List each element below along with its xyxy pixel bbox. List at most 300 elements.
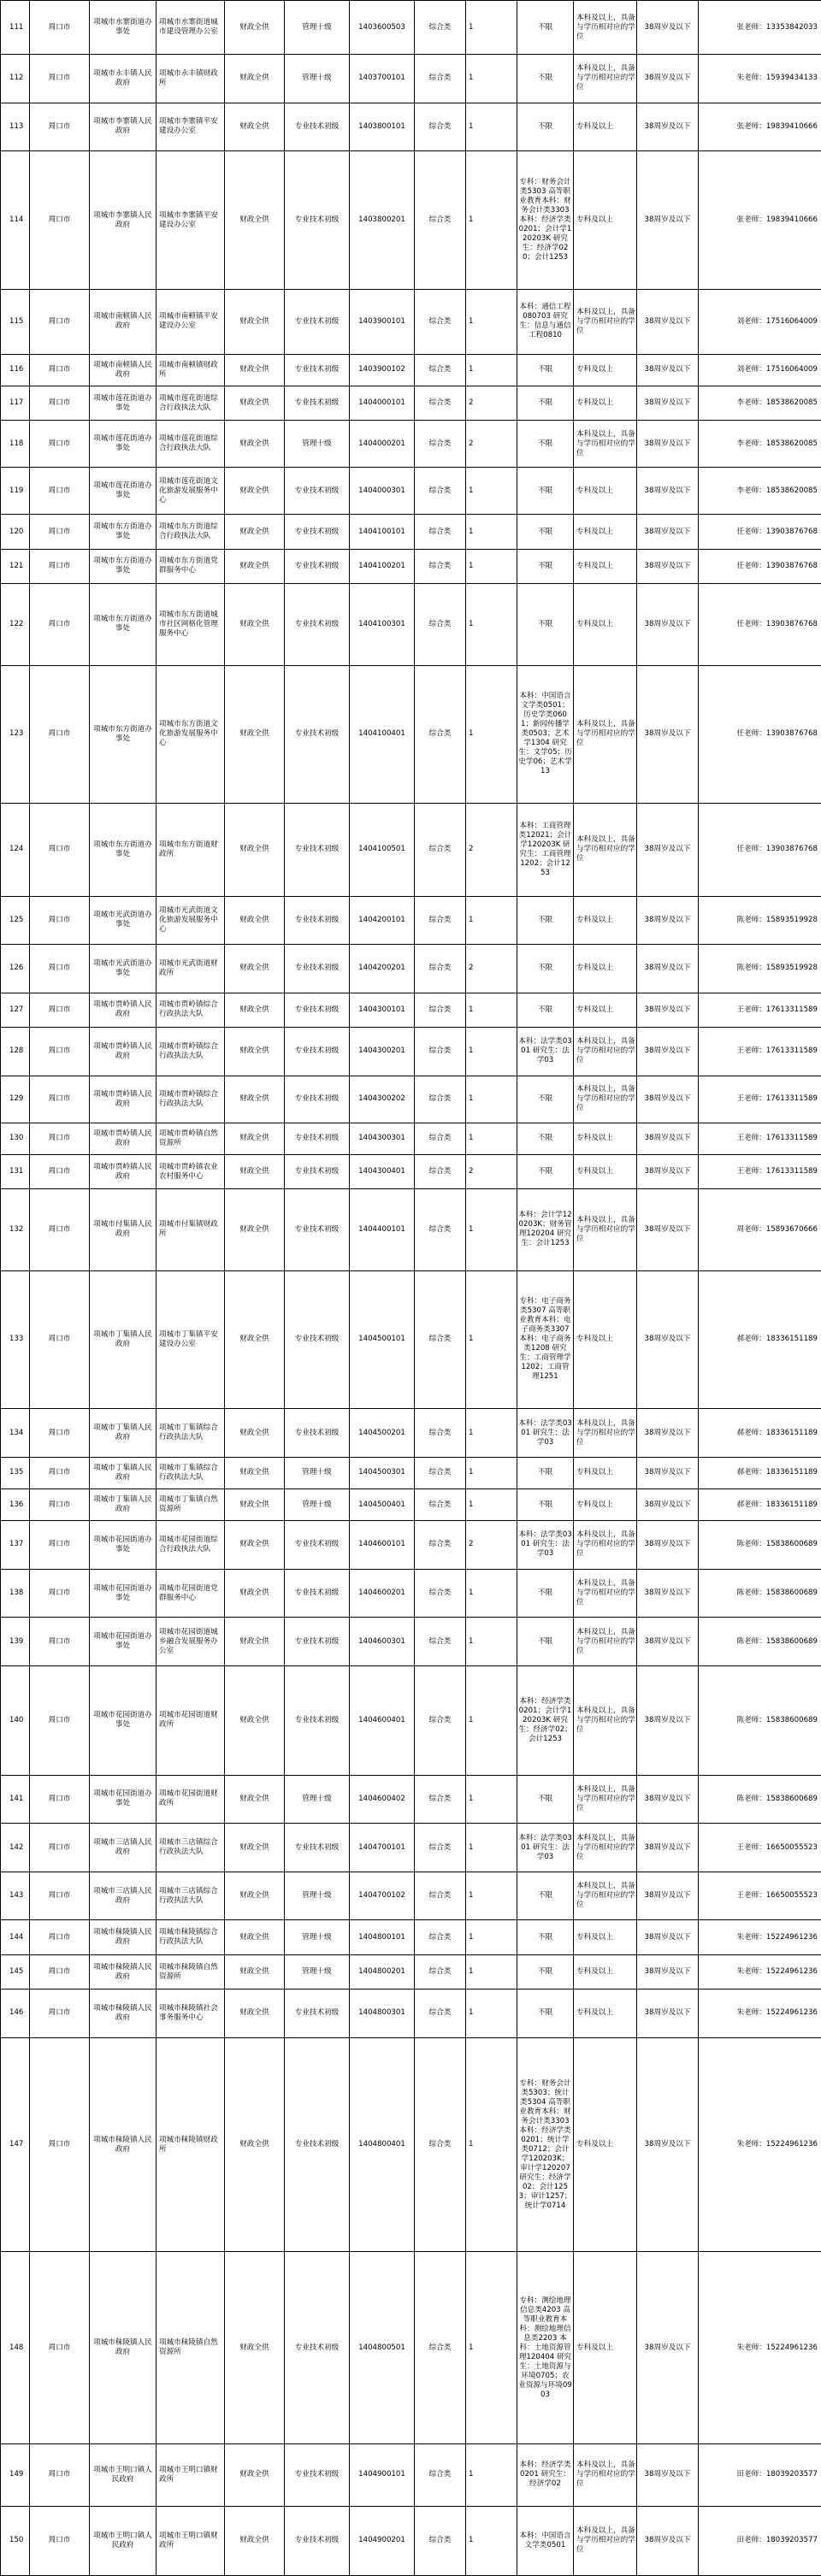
unit-cell: 项城市秣陵镇人民政府 [90, 1920, 157, 1954]
position-category-cell: 专业技术初级 [285, 2252, 350, 2444]
city-cell: 周口市 [30, 1123, 90, 1154]
department-cell: 项城市花园街道财政所 [157, 1775, 225, 1824]
position-category-cell: 专业技术初级 [285, 2037, 350, 2252]
seq-cell: 114 [1, 151, 30, 290]
age-cell: 38周岁及以下 [637, 1618, 699, 1666]
headcount-cell: 1 [466, 1076, 517, 1123]
unit-cell: 项城市光武街道办事处 [90, 945, 157, 993]
funding-cell: 财政全供 [225, 549, 285, 583]
contact-cell: 张老师：13353842033 [699, 1, 821, 55]
exam-type-cell: 综合类 [415, 103, 466, 151]
exam-type-cell: 综合类 [415, 2506, 466, 2575]
unit-cell: 项城市水寨街道办事处 [90, 1, 157, 55]
funding-cell: 财政全供 [225, 993, 285, 1027]
headcount-cell: 1 [466, 1409, 517, 1458]
position-code-cell: 1404000101 [350, 386, 415, 421]
position-category-cell: 专业技术初级 [285, 354, 350, 386]
major-cell: 不限 [517, 1989, 574, 2038]
unit-cell: 项城市王明口镇人民政府 [90, 2506, 157, 2575]
funding-cell: 财政全供 [225, 584, 285, 665]
unit-cell: 项城市光武街道办事处 [90, 896, 157, 945]
exam-type-cell: 综合类 [415, 1270, 466, 1409]
education-cell: 本科及以上，具备与学历相对应的学位 [574, 1521, 637, 1570]
seq-cell: 116 [1, 354, 30, 386]
age-cell: 38周岁及以下 [637, 1775, 699, 1824]
major-cell: 不限 [517, 1076, 574, 1123]
education-cell: 专科及以上 [574, 993, 637, 1027]
table-row [1, 1, 821, 55]
age-cell: 38周岁及以下 [637, 584, 699, 665]
education-cell: 专科及以上 [574, 2252, 637, 2444]
city-cell: 周口市 [30, 584, 90, 665]
headcount-cell: 1 [466, 151, 517, 290]
education-cell: 专科及以上 [574, 549, 637, 583]
funding-cell: 财政全供 [225, 515, 285, 549]
age-cell: 38周岁及以下 [637, 354, 699, 386]
unit-cell: 项城市莲花街道办事处 [90, 468, 157, 515]
contact-cell: 任老师：13903876768 [699, 804, 821, 896]
position-code-cell: 1404200101 [350, 896, 415, 945]
education-cell: 专科及以上 [574, 1457, 637, 1488]
age-cell: 38周岁及以下 [637, 1457, 699, 1488]
position-code-cell: 1404300401 [350, 1154, 415, 1188]
exam-type-cell: 综合类 [415, 993, 466, 1027]
major-cell: 本科：会计学120203K；财务管理120204 研究生：会计1253 [517, 1189, 574, 1270]
table-row [1, 2444, 821, 2507]
exam-type-cell: 综合类 [415, 1457, 466, 1488]
education-cell: 本科及以上，具备与学历相对应的学位 [574, 1665, 637, 1775]
position-code-cell: 1404600401 [350, 1665, 415, 1775]
headcount-cell: 1 [466, 1123, 517, 1154]
position-category-cell: 专业技术初级 [285, 151, 350, 290]
age-cell: 38周岁及以下 [637, 386, 699, 421]
table-row [1, 804, 821, 896]
exam-type-cell: 综合类 [415, 1665, 466, 1775]
unit-cell: 项城市南顿镇人民政府 [90, 289, 157, 354]
seq-cell: 146 [1, 1989, 30, 2038]
city-cell: 周口市 [30, 993, 90, 1027]
position-code-cell: 1404300101 [350, 993, 415, 1027]
contact-cell: 周老师：15893670666 [699, 1189, 821, 1270]
exam-type-cell: 综合类 [415, 1409, 466, 1458]
headcount-cell: 1 [466, 2037, 517, 2252]
contact-cell: 任老师：13903876768 [699, 665, 821, 804]
contact-cell: 任老师：13903876768 [699, 515, 821, 549]
headcount-cell: 2 [466, 386, 517, 421]
age-cell: 38周岁及以下 [637, 1189, 699, 1270]
contact-cell: 陈老师：15838600689 [699, 1521, 821, 1570]
funding-cell: 财政全供 [225, 468, 285, 515]
contact-cell: 王老师：16650055523 [699, 1872, 821, 1920]
age-cell: 38周岁及以下 [637, 421, 699, 468]
city-cell: 周口市 [30, 1409, 90, 1458]
headcount-cell: 1 [466, 1775, 517, 1824]
table-row [1, 896, 821, 945]
department-cell: 项城市永丰镇财政所 [157, 55, 225, 103]
exam-type-cell: 综合类 [415, 549, 466, 583]
position-code-cell: 1404100301 [350, 584, 415, 665]
headcount-cell: 1 [466, 896, 517, 945]
age-cell: 38周岁及以下 [637, 1123, 699, 1154]
exam-type-cell: 综合类 [415, 1, 466, 55]
exam-type-cell: 综合类 [415, 1123, 466, 1154]
unit-cell: 项城市南顿镇人民政府 [90, 354, 157, 386]
funding-cell: 财政全供 [225, 421, 285, 468]
major-cell: 不限 [517, 1775, 574, 1824]
headcount-cell: 1 [466, 1270, 517, 1409]
age-cell: 38周岁及以下 [637, 151, 699, 290]
seq-cell: 120 [1, 515, 30, 549]
position-category-cell: 专业技术初级 [285, 993, 350, 1027]
department-cell: 项城市南顿镇财政所 [157, 354, 225, 386]
seq-cell: 132 [1, 1189, 30, 1270]
seq-cell: 124 [1, 804, 30, 896]
exam-type-cell: 综合类 [415, 2444, 466, 2507]
exam-type-cell: 综合类 [415, 1775, 466, 1824]
position-code-cell: 1404400101 [350, 1189, 415, 1270]
age-cell: 38周岁及以下 [637, 1665, 699, 1775]
table-row [1, 1457, 821, 1488]
funding-cell: 财政全供 [225, 1775, 285, 1824]
city-cell: 周口市 [30, 1618, 90, 1666]
age-cell: 38周岁及以下 [637, 1028, 699, 1076]
position-category-cell: 专业技术初级 [285, 1618, 350, 1666]
headcount-cell: 1 [466, 103, 517, 151]
funding-cell: 财政全供 [225, 2506, 285, 2575]
contact-cell: 王老师：17613311589 [699, 993, 821, 1027]
contact-cell: 王老师：17613311589 [699, 1123, 821, 1154]
unit-cell: 项城市秣陵镇人民政府 [90, 2037, 157, 2252]
major-cell: 本科：经济学类0201 研究生：经济学02 [517, 2444, 574, 2507]
position-code-cell: 1404800301 [350, 1989, 415, 2038]
major-cell: 不限 [517, 1154, 574, 1188]
education-cell: 专科及以上 [574, 1270, 637, 1409]
education-cell: 专科及以上 [574, 1954, 637, 1989]
contact-cell: 朱老师：15939434133 [699, 55, 821, 103]
funding-cell: 财政全供 [225, 2037, 285, 2252]
position-category-cell: 专业技术初级 [285, 2506, 350, 2575]
contact-cell: 刘老师：17516064009 [699, 354, 821, 386]
department-cell: 项城市南顿镇平安建设办公室 [157, 289, 225, 354]
seq-cell: 112 [1, 55, 30, 103]
age-cell: 38周岁及以下 [637, 1569, 699, 1618]
age-cell: 38周岁及以下 [637, 2252, 699, 2444]
education-cell: 本科及以上，具备与学历相对应的学位 [574, 1872, 637, 1920]
position-code-cell: 1404900101 [350, 2444, 415, 2507]
department-cell: 项城市李寨镇平安建设办公室 [157, 103, 225, 151]
seq-cell: 128 [1, 1028, 30, 1076]
exam-type-cell: 综合类 [415, 151, 466, 290]
table-row [1, 584, 821, 665]
education-cell: 本科及以上，具备与学历相对应的学位 [574, 804, 637, 896]
position-category-cell: 专业技术初级 [285, 468, 350, 515]
education-cell: 专科及以上 [574, 1920, 637, 1954]
position-category-cell: 专业技术初级 [285, 1521, 350, 1570]
age-cell: 38周岁及以下 [637, 1409, 699, 1458]
unit-cell: 项城市莲花街道办事处 [90, 421, 157, 468]
department-cell: 项城市王明口镇财政所 [157, 2506, 225, 2575]
age-cell: 38周岁及以下 [637, 1521, 699, 1570]
headcount-cell: 1 [466, 1489, 517, 1521]
funding-cell: 财政全供 [225, 1189, 285, 1270]
unit-cell: 项城市李寨镇人民政府 [90, 103, 157, 151]
department-cell: 项城市丁集镇综合行政执法大队 [157, 1457, 225, 1488]
headcount-cell: 1 [466, 354, 517, 386]
age-cell: 38周岁及以下 [637, 1, 699, 55]
seq-cell: 149 [1, 2444, 30, 2507]
position-category-cell: 专业技术初级 [285, 1076, 350, 1123]
contact-cell: 李老师：18538620085 [699, 468, 821, 515]
headcount-cell: 1 [466, 468, 517, 515]
table-row [1, 1270, 821, 1409]
seq-cell: 119 [1, 468, 30, 515]
table-row [1, 55, 821, 103]
funding-cell: 财政全供 [225, 103, 285, 151]
education-cell: 专科及以上 [574, 1489, 637, 1521]
position-code-cell: 1404500201 [350, 1409, 415, 1458]
headcount-cell: 1 [466, 1872, 517, 1920]
education-cell: 专科及以上 [574, 386, 637, 421]
department-cell: 项城市丁集镇综合行政执法大队 [157, 1409, 225, 1458]
education-cell: 专科及以上 [574, 945, 637, 993]
position-code-cell: 1404600301 [350, 1618, 415, 1666]
city-cell: 周口市 [30, 549, 90, 583]
education-cell: 本科及以上，具备与学历相对应的学位 [574, 289, 637, 354]
department-cell: 项城市李寨镇平安建设办公室 [157, 151, 225, 290]
unit-cell: 项城市秣陵镇人民政府 [90, 1989, 157, 2038]
age-cell: 38周岁及以下 [637, 945, 699, 993]
city-cell: 周口市 [30, 55, 90, 103]
seq-cell: 143 [1, 1872, 30, 1920]
department-cell: 项城市贾岭镇综合行政执法大队 [157, 993, 225, 1027]
department-cell: 项城市光武街道文化旅游发展服务中心 [157, 896, 225, 945]
table-row [1, 103, 821, 151]
position-category-cell: 管理十级 [285, 55, 350, 103]
table-row [1, 515, 821, 549]
headcount-cell: 1 [466, 55, 517, 103]
unit-cell: 项城市付集镇人民政府 [90, 1189, 157, 1270]
major-cell: 不限 [517, 1569, 574, 1618]
unit-cell: 项城市王明口镇人民政府 [90, 2444, 157, 2507]
city-cell: 周口市 [30, 151, 90, 290]
headcount-cell: 1 [466, 1989, 517, 2038]
exam-type-cell: 综合类 [415, 2037, 466, 2252]
education-cell: 本科及以上，具备与学历相对应的学位 [574, 665, 637, 804]
position-category-cell: 专业技术初级 [285, 1270, 350, 1409]
department-cell: 项城市花园街道党群服务中心 [157, 1569, 225, 1618]
age-cell: 38周岁及以下 [637, 1872, 699, 1920]
headcount-cell: 2 [466, 1521, 517, 1570]
city-cell: 周口市 [30, 354, 90, 386]
major-cell: 不限 [517, 103, 574, 151]
table-row [1, 2037, 821, 2252]
unit-cell: 项城市丁集镇人民政府 [90, 1457, 157, 1488]
education-cell: 专科及以上 [574, 1123, 637, 1154]
major-cell: 不限 [517, 584, 574, 665]
education-cell: 专科及以上 [574, 151, 637, 290]
unit-cell: 项城市贾岭镇人民政府 [90, 993, 157, 1027]
age-cell: 38周岁及以下 [637, 896, 699, 945]
exam-type-cell: 综合类 [415, 1076, 466, 1123]
position-code-cell: 1404000301 [350, 468, 415, 515]
headcount-cell: 1 [466, 1569, 517, 1618]
city-cell: 周口市 [30, 2037, 90, 2252]
funding-cell: 财政全供 [225, 665, 285, 804]
position-code-cell: 1404700101 [350, 1824, 415, 1872]
exam-type-cell: 综合类 [415, 584, 466, 665]
position-category-cell: 专业技术初级 [285, 549, 350, 583]
position-code-cell: 1404300202 [350, 1076, 415, 1123]
position-code-cell: 1404300201 [350, 1028, 415, 1076]
contact-cell: 朱老师：15224961236 [699, 1954, 821, 1989]
funding-cell: 财政全供 [225, 1618, 285, 1666]
unit-cell: 项城市三店镇人民政府 [90, 1824, 157, 1872]
position-code-cell: 1404800101 [350, 1920, 415, 1954]
city-cell: 周口市 [30, 804, 90, 896]
department-cell: 项城市光武街道财政所 [157, 945, 225, 993]
seq-cell: 118 [1, 421, 30, 468]
unit-cell: 项城市东方街道办事处 [90, 804, 157, 896]
unit-cell: 项城市东方街道办事处 [90, 665, 157, 804]
major-cell: 本科：中国语言文学类0501；历史学类0601；新闻传播学类0503；艺术学1304 研究生：文学05；历史学06；艺术学13 [517, 665, 574, 804]
headcount-cell: 1 [466, 993, 517, 1027]
seq-cell: 140 [1, 1665, 30, 1775]
unit-cell: 项城市丁集镇人民政府 [90, 1409, 157, 1458]
education-cell: 本科及以上，具备与学历相对应的学位 [574, 55, 637, 103]
age-cell: 38周岁及以下 [637, 55, 699, 103]
funding-cell: 财政全供 [225, 1, 285, 55]
contact-cell: 王老师：16650055523 [699, 1824, 821, 1872]
table-row [1, 1775, 821, 1824]
exam-type-cell: 综合类 [415, 55, 466, 103]
city-cell: 周口市 [30, 386, 90, 421]
table-row [1, 421, 821, 468]
position-code-cell: 1404300301 [350, 1123, 415, 1154]
contact-cell: 张老师：19839410666 [699, 151, 821, 290]
table-row [1, 1665, 821, 1775]
position-code-cell: 1403800101 [350, 103, 415, 151]
unit-cell: 项城市莲花街道办事处 [90, 386, 157, 421]
major-cell: 不限 [517, 1, 574, 55]
department-cell: 项城市三店镇综合行政执法大队 [157, 1824, 225, 1872]
contact-cell: 田老师：18039203577 [699, 2506, 821, 2575]
unit-cell: 项城市东方街道办事处 [90, 515, 157, 549]
funding-cell: 财政全供 [225, 1154, 285, 1188]
city-cell: 周口市 [30, 1076, 90, 1123]
position-code-cell: 1404100201 [350, 549, 415, 583]
contact-cell: 朱老师：15224961236 [699, 2252, 821, 2444]
contact-cell: 李老师：18538620085 [699, 386, 821, 421]
seq-cell: 145 [1, 1954, 30, 1989]
department-cell: 项城市莲花街道综合行政执法大队 [157, 386, 225, 421]
headcount-cell: 1 [466, 1920, 517, 1954]
city-cell: 周口市 [30, 2252, 90, 2444]
contact-cell: 朱老师：15224961236 [699, 2037, 821, 2252]
seq-cell: 147 [1, 2037, 30, 2252]
exam-type-cell: 综合类 [415, 1189, 466, 1270]
headcount-cell: 2 [466, 804, 517, 896]
funding-cell: 财政全供 [225, 1954, 285, 1989]
education-cell: 本科及以上，具备与学历相对应的学位 [574, 1028, 637, 1076]
table-row [1, 1489, 821, 1521]
position-category-cell: 管理十级 [285, 1872, 350, 1920]
unit-cell: 项城市李寨镇人民政府 [90, 151, 157, 290]
department-cell: 项城市东方街道文化旅游发展服务中心 [157, 665, 225, 804]
exam-type-cell: 综合类 [415, 515, 466, 549]
seq-cell: 115 [1, 289, 30, 354]
unit-cell: 项城市贾岭镇人民政府 [90, 1028, 157, 1076]
headcount-cell: 2 [466, 421, 517, 468]
education-cell: 专科及以上 [574, 2037, 637, 2252]
funding-cell: 财政全供 [225, 1824, 285, 1872]
city-cell: 周口市 [30, 1189, 90, 1270]
major-cell: 专科：财务会计类5303 高等职业教育本科：财务会计类3303 本科：经济学类0201；会计学120203K 研究生：经济学020；会计1253 [517, 151, 574, 290]
position-code-cell: 1404600402 [350, 1775, 415, 1824]
age-cell: 38周岁及以下 [637, 289, 699, 354]
age-cell: 38周岁及以下 [637, 1954, 699, 1989]
city-cell: 周口市 [30, 1665, 90, 1775]
seq-cell: 126 [1, 945, 30, 993]
department-cell: 项城市花园街道城乡融合发展服务办公室 [157, 1618, 225, 1666]
table-row [1, 1569, 821, 1618]
funding-cell: 财政全供 [225, 1665, 285, 1775]
position-category-cell: 专业技术初级 [285, 515, 350, 549]
unit-cell: 项城市秣陵镇人民政府 [90, 1954, 157, 1989]
table-row [1, 993, 821, 1027]
seq-cell: 138 [1, 1569, 30, 1618]
table-row [1, 1920, 821, 1954]
table-row [1, 1123, 821, 1154]
table-row [1, 1154, 821, 1188]
table-row [1, 1824, 821, 1872]
city-cell: 周口市 [30, 896, 90, 945]
position-code-cell: 1404500301 [350, 1457, 415, 1488]
position-code-cell: 1404800401 [350, 2037, 415, 2252]
city-cell: 周口市 [30, 1920, 90, 1954]
contact-cell: 任老师：13903876768 [699, 584, 821, 665]
contact-cell: 朱老师：15224961236 [699, 1920, 821, 1954]
city-cell: 周口市 [30, 1989, 90, 2038]
table-row [1, 945, 821, 993]
headcount-cell: 1 [466, 289, 517, 354]
headcount-cell: 1 [466, 515, 517, 549]
headcount-cell: 1 [466, 2506, 517, 2575]
exam-type-cell: 综合类 [415, 1521, 466, 1570]
exam-type-cell: 综合类 [415, 468, 466, 515]
headcount-cell: 2 [466, 1154, 517, 1188]
table-row [1, 386, 821, 421]
unit-cell: 项城市三店镇人民政府 [90, 1872, 157, 1920]
city-cell: 周口市 [30, 1775, 90, 1824]
position-code-cell: 1404000201 [350, 421, 415, 468]
major-cell: 不限 [517, 55, 574, 103]
exam-type-cell: 综合类 [415, 1954, 466, 1989]
exam-type-cell: 综合类 [415, 896, 466, 945]
headcount-cell: 1 [466, 2252, 517, 2444]
exam-type-cell: 综合类 [415, 804, 466, 896]
seq-cell: 134 [1, 1409, 30, 1458]
department-cell: 项城市秣陵镇财政所 [157, 2037, 225, 2252]
position-code-cell: 1403700101 [350, 55, 415, 103]
table-row [1, 1076, 821, 1123]
contact-cell: 李老师：18538620085 [699, 421, 821, 468]
contact-cell: 张老师：19839410666 [699, 103, 821, 151]
city-cell: 周口市 [30, 289, 90, 354]
position-category-cell: 专业技术初级 [285, 1409, 350, 1458]
department-cell: 项城市秣陵镇综合行政执法大队 [157, 1920, 225, 1954]
position-category-cell: 专业技术初级 [285, 665, 350, 804]
education-cell: 本科及以上，具备与学历相对应的学位 [574, 1775, 637, 1824]
